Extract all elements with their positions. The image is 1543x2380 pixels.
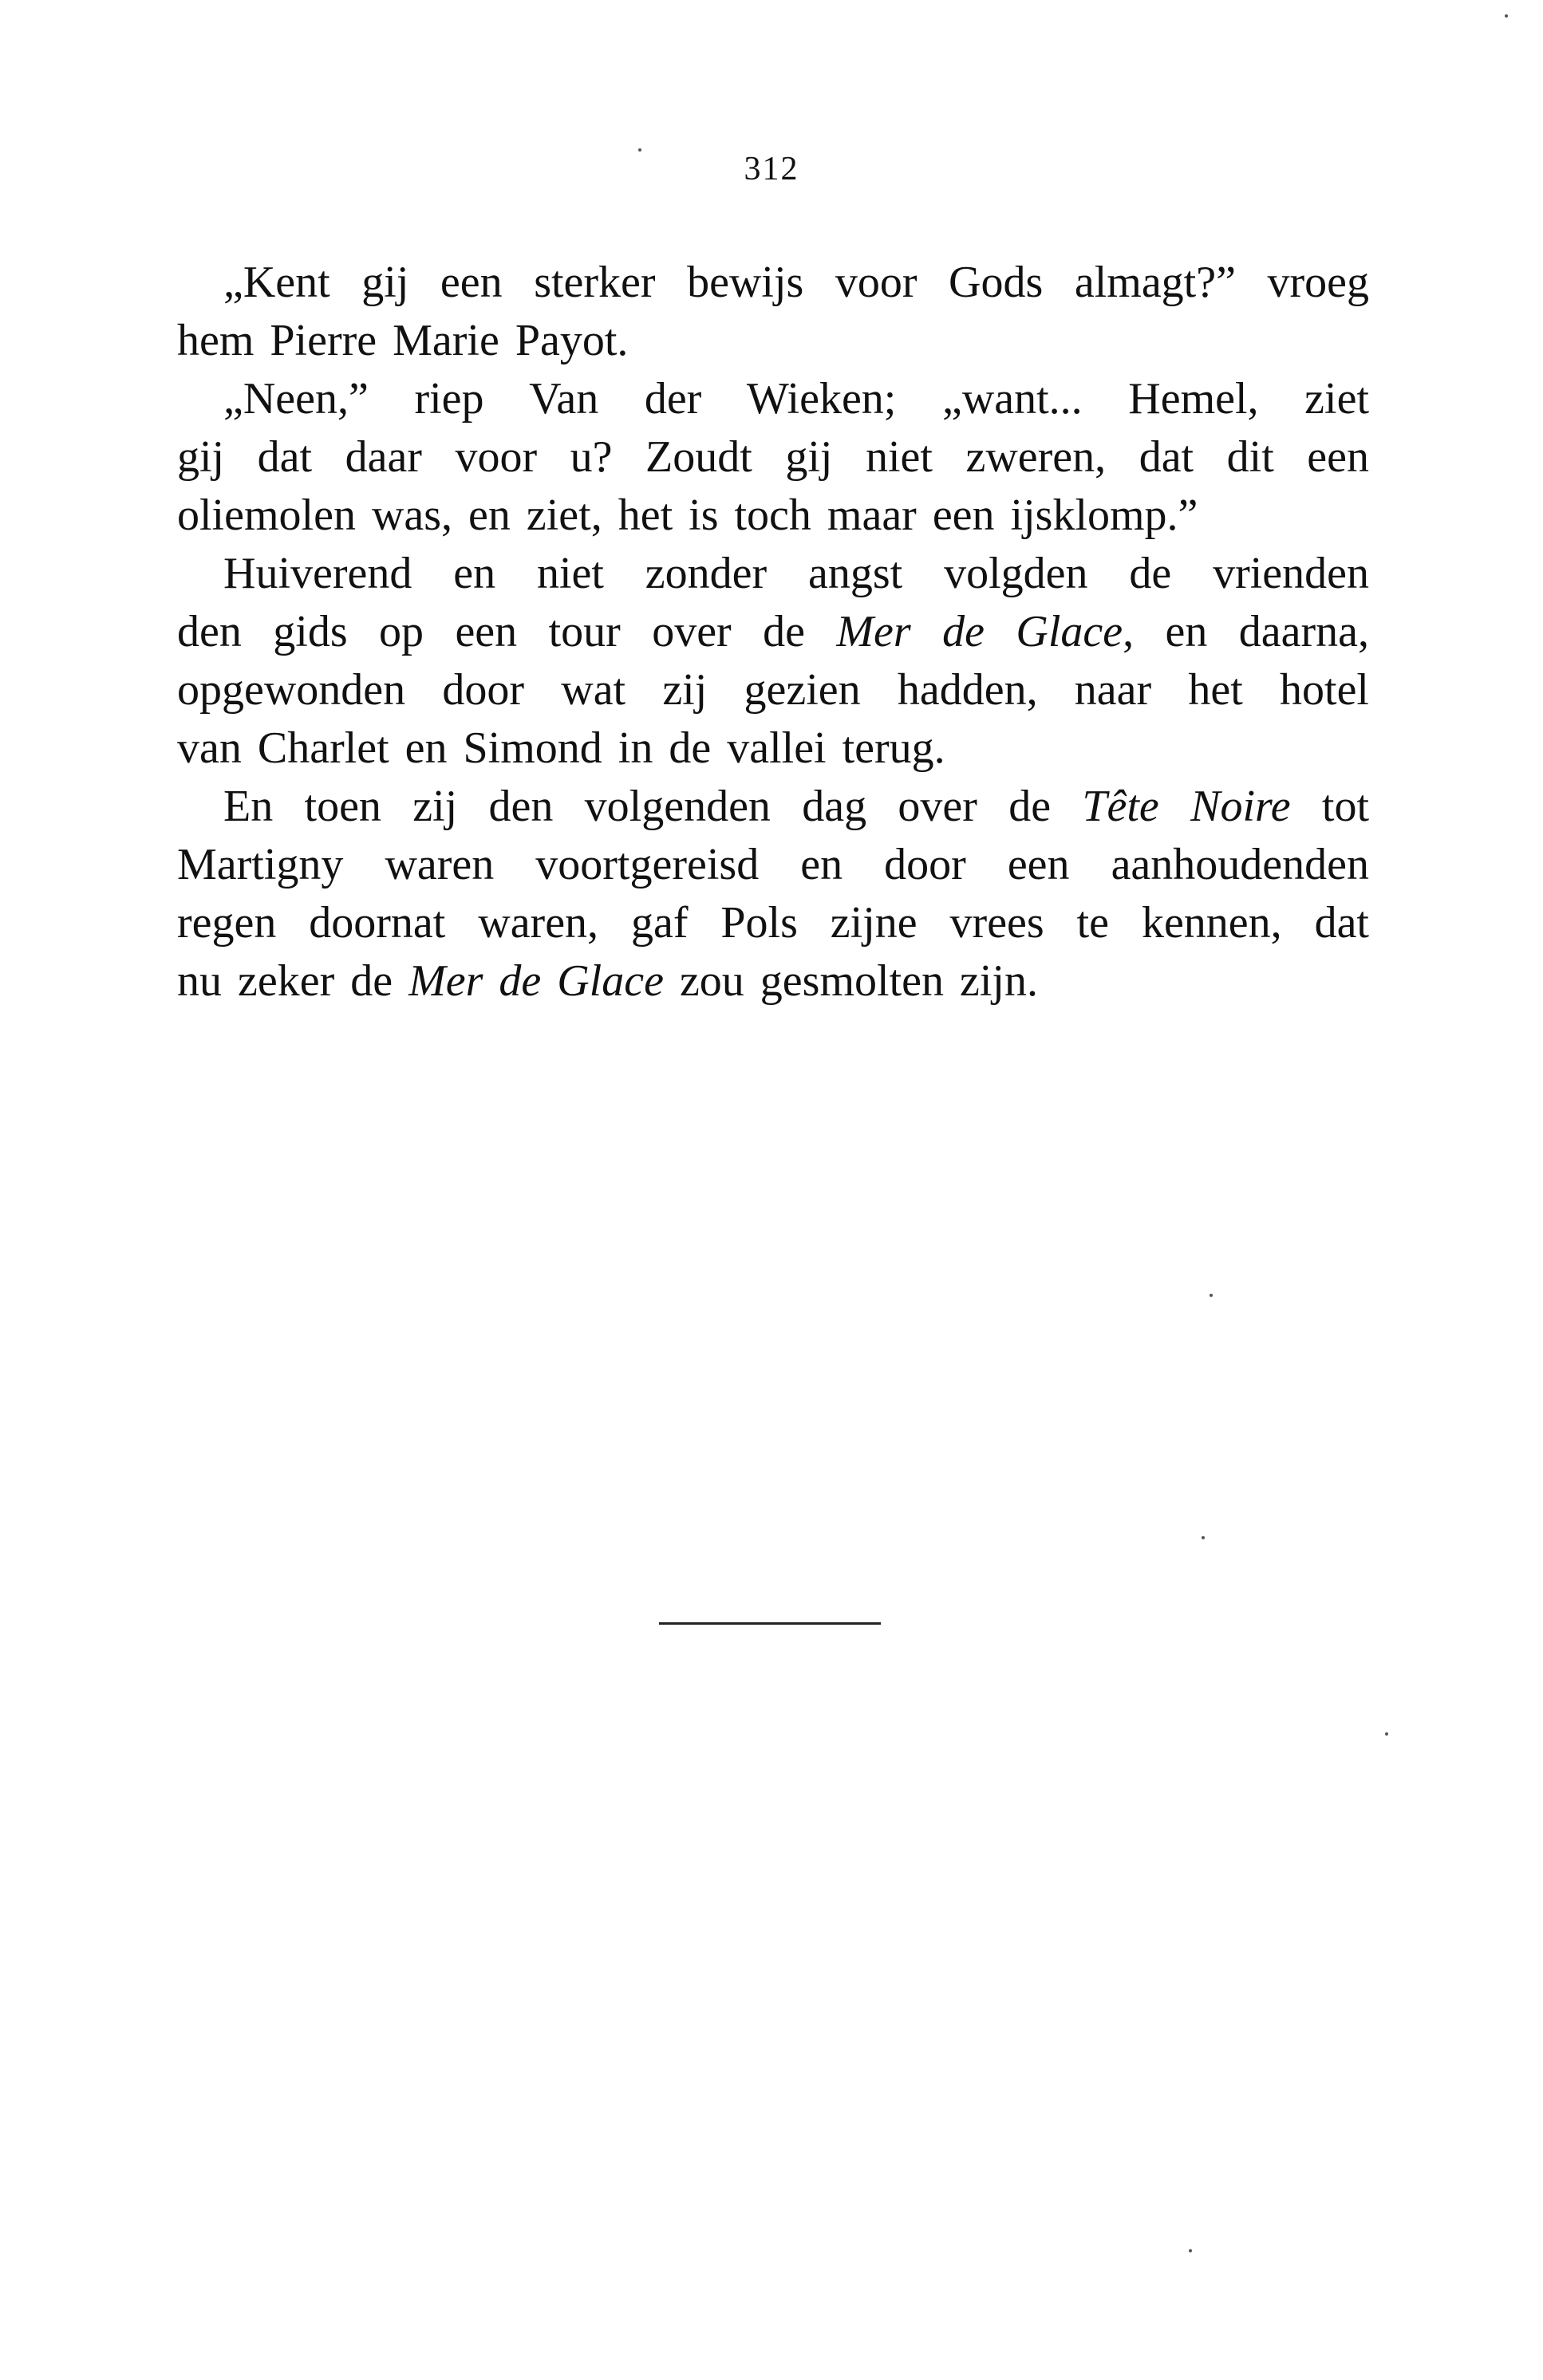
line-text: opgewonden door wat zij gezien hadden, naar het hotel	[177, 665, 1369, 715]
line-text: gij dat daar voor u? Zoudt gij niet zweren, dat dit een	[177, 432, 1369, 482]
paper-speck	[638, 148, 641, 152]
italic-term: Tête Noire	[1082, 782, 1291, 831]
paper-speck	[1210, 1294, 1213, 1297]
line-text: En toen zij den volgenden dag over de	[223, 782, 1052, 831]
line-text: „Neen,” riep Van der Wieken; „want... Hemel, ziet	[223, 374, 1369, 424]
line-text: nu zeker de	[177, 956, 393, 1006]
text-line	[177, 428, 1369, 487]
italic-term: Mer de Glace	[408, 956, 664, 1006]
paper-speck	[1202, 1536, 1205, 1539]
line-text: oliemolen was, en ziet, het is toch maar een ijsklomp.”	[177, 491, 1198, 540]
closing-rule	[659, 1622, 881, 1625]
line-text: Martigny waren voortgereisd en door een aanhoudenden	[177, 840, 1369, 889]
text-line	[177, 254, 1369, 312]
text-line	[177, 778, 1369, 836]
page-number: 312	[744, 151, 799, 187]
line-text: „Kent gij een sterker bewijs voor Gods almagt?” vroeg	[223, 258, 1369, 307]
body-text	[177, 254, 1369, 1011]
text-line	[177, 836, 1369, 894]
line-text: van Charlet en Simond in de vallei terug.	[177, 723, 945, 773]
text-line	[177, 312, 1369, 370]
text-line	[177, 661, 1369, 719]
line-text: , en daarna,	[1123, 607, 1370, 656]
text-line	[177, 545, 1369, 603]
line-text: Huiverend en niet zonder angst volgden de vrienden	[223, 549, 1369, 598]
paper-speck	[1385, 1732, 1388, 1736]
paper-speck	[1505, 14, 1508, 18]
text-line	[177, 952, 1369, 1011]
line-text: hem Pierre Marie Payot.	[177, 316, 629, 365]
italic-term: Mer de Glace	[836, 607, 1123, 656]
line-text: tot	[1321, 782, 1370, 831]
line-text: zou gesmolten zijn.	[679, 956, 1038, 1006]
paper-speck	[1189, 2249, 1192, 2252]
text-line	[177, 894, 1369, 952]
line-text: den gids op een tour over de	[177, 607, 805, 656]
text-line	[177, 603, 1369, 661]
line-text: regen doornat waren, gaf Pols zijne vrees te kennen, dat	[177, 898, 1369, 948]
text-line	[177, 719, 1369, 778]
text-line	[177, 487, 1369, 545]
text-line	[177, 370, 1369, 428]
